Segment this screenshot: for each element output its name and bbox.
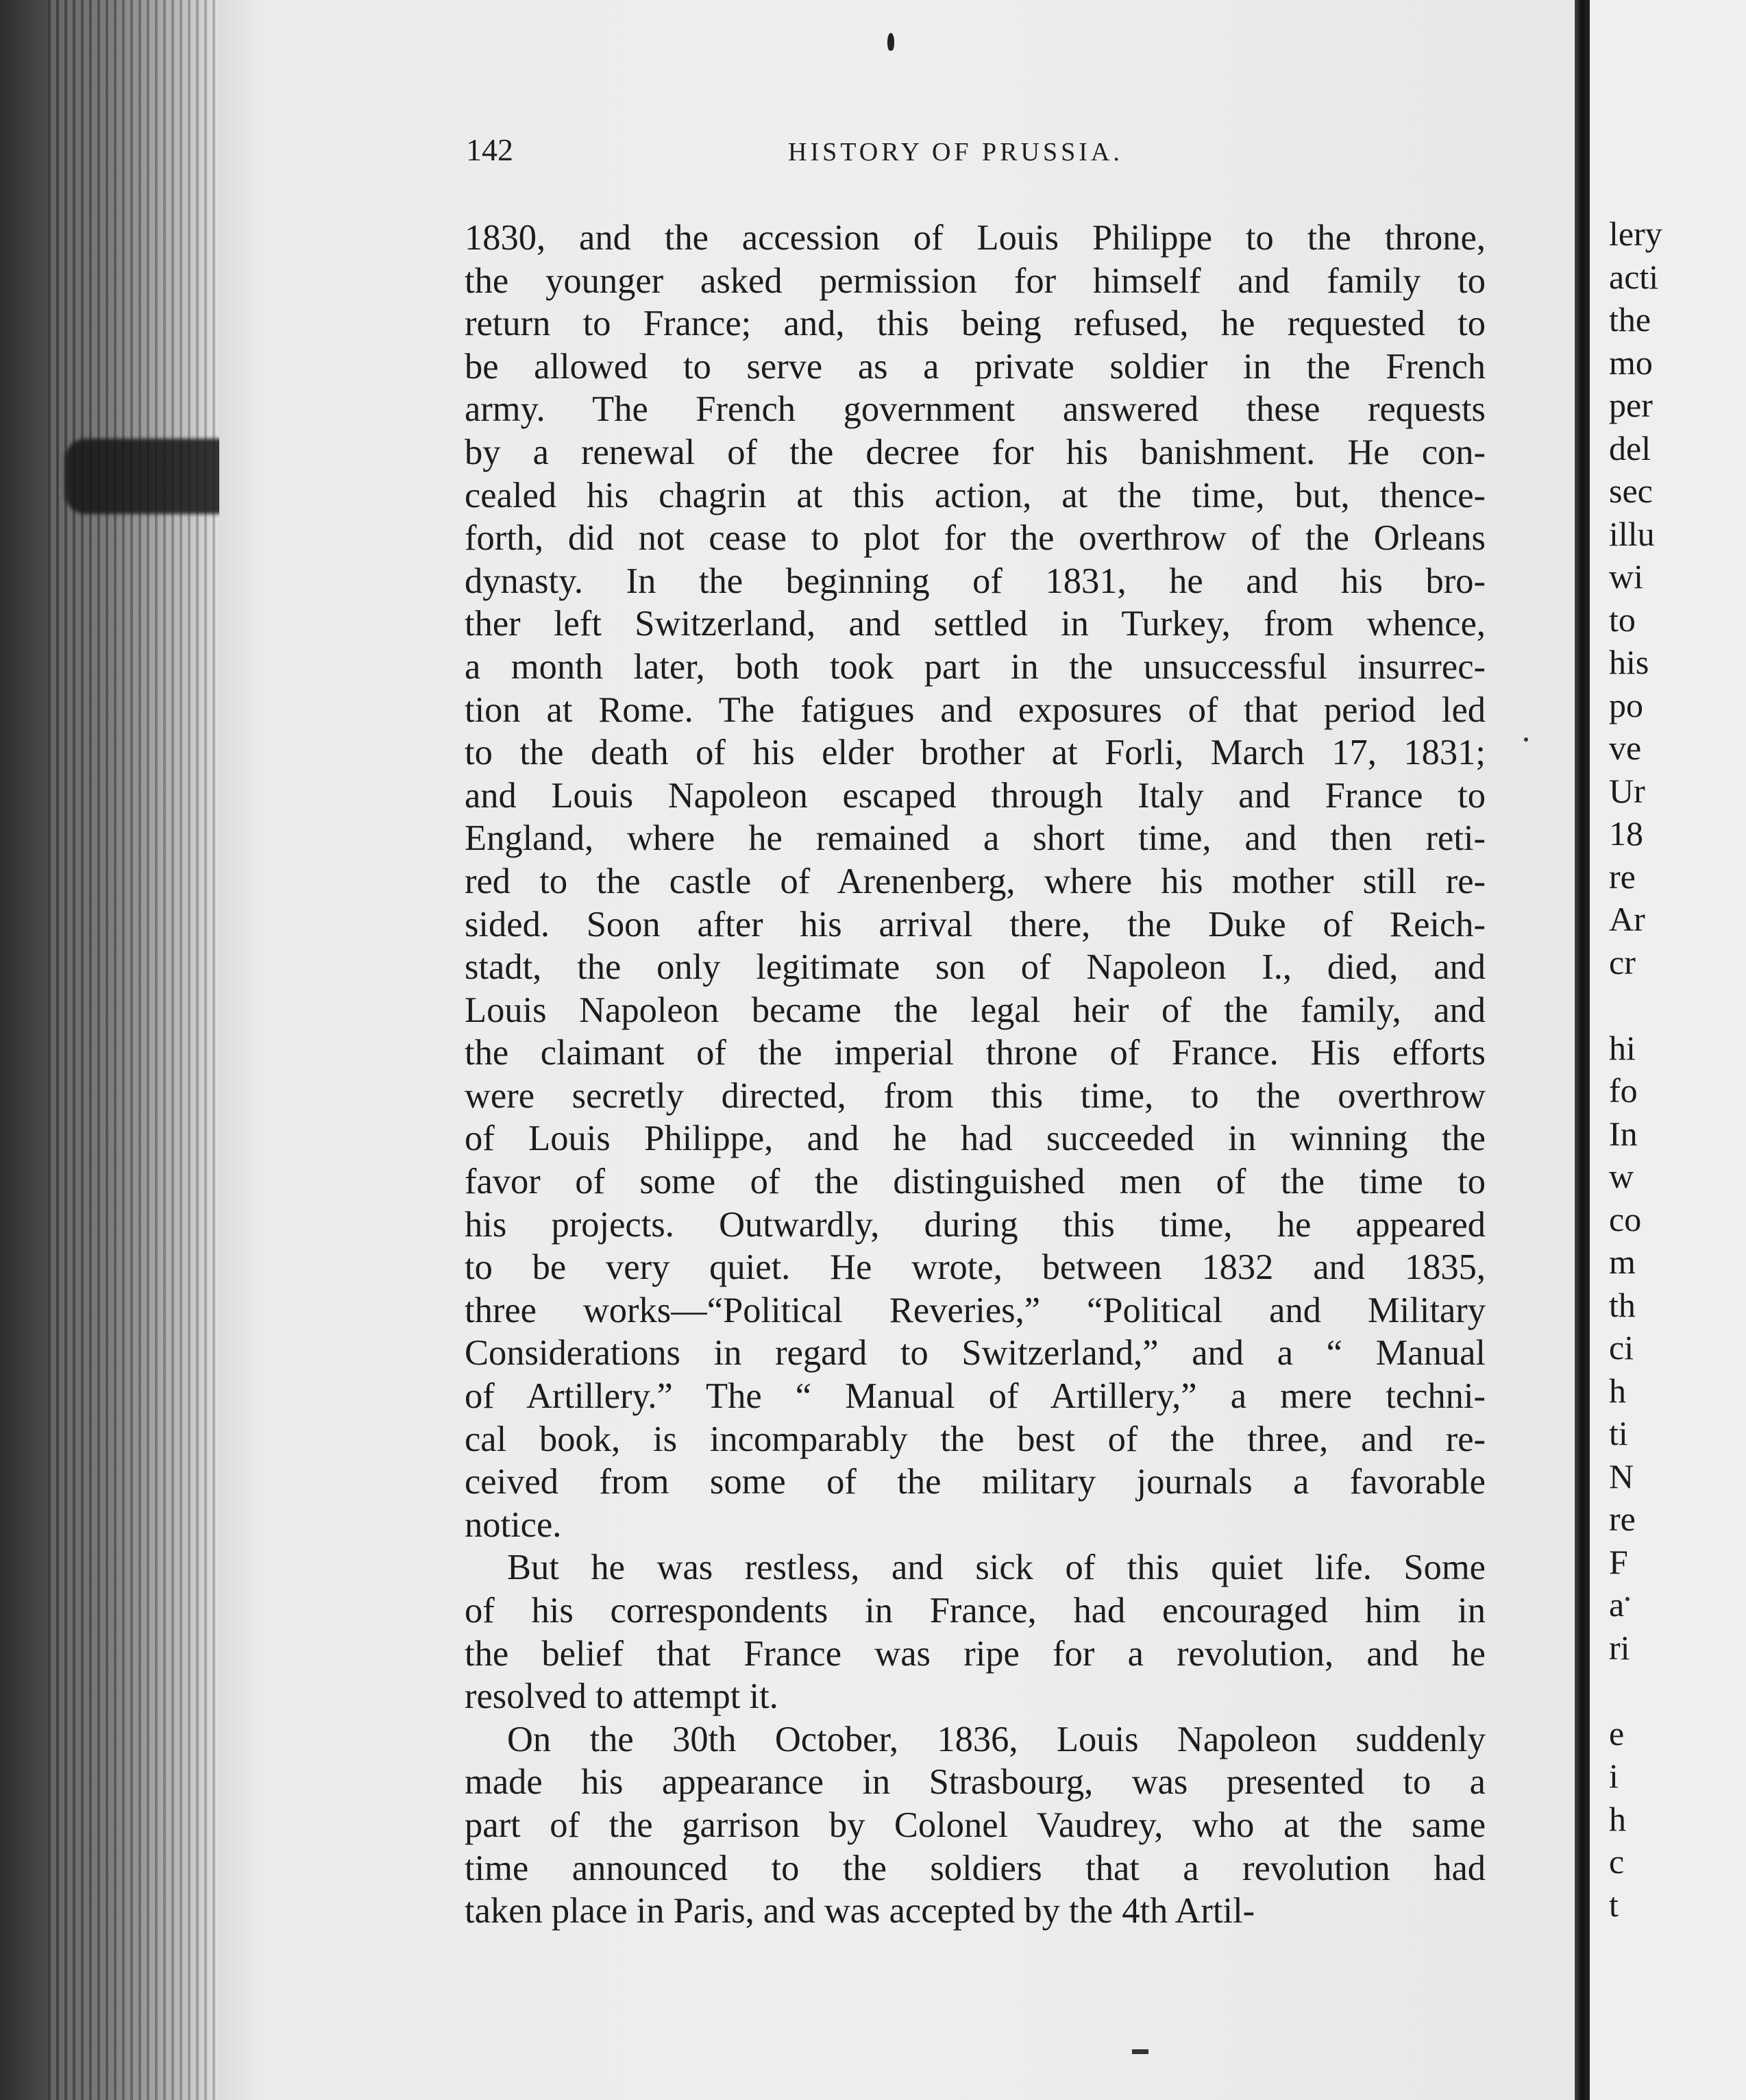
facing-page-fragment: N	[1609, 1456, 1634, 1495]
facing-page-fragment: sec	[1609, 472, 1653, 510]
text-line: return to France; and, this being refused, he requested to	[465, 304, 1486, 344]
facing-page-fragment: re	[1609, 857, 1636, 896]
facing-page-fragment: m	[1609, 1243, 1636, 1281]
book-gutter	[1575, 0, 1590, 2100]
text-line: stadt, the only legitimate son of Napoleon I., died, and	[465, 947, 1486, 988]
facing-page-fragment: po	[1609, 685, 1643, 724]
facing-page-text	[1609, 212, 1662, 1926]
text-line: forth, did not cease to plot for the overthrow of the Orleans	[465, 518, 1486, 559]
text-line: favor of some of the distinguished men of the time to	[465, 1162, 1486, 1202]
facing-page-fragment: the	[1609, 300, 1651, 339]
facing-page-fragment: ri	[1609, 1628, 1630, 1667]
text-line: sided. Soon after his arrival there, the Duke of Reich-	[465, 904, 1486, 944]
speck	[1625, 1597, 1630, 1601]
text-line: 1830, and the accession of Louis Philippe to the throne,	[465, 218, 1486, 258]
text-line: notice.	[465, 1504, 562, 1545]
facing-page-fragment: del	[1609, 428, 1651, 467]
facing-page-fragment	[1609, 984, 1662, 1027]
facing-page-fragment: wi	[1609, 557, 1643, 596]
facing-page-fragment: ve	[1609, 729, 1642, 767]
facing-page-fragment: h	[1609, 1371, 1626, 1410]
book-fore-edge	[48, 0, 247, 2100]
text-line: a month later, both took part in the unsuccessful insurrec-	[465, 646, 1486, 687]
facing-page-fragment: lery	[1609, 215, 1662, 253]
text-line: time announced to the soldiers that a revolution had	[465, 1848, 1486, 1888]
facing-page-fragment: cr	[1609, 942, 1636, 981]
text-line: cealed his chagrin at this action, at the time, but, thence-	[465, 475, 1486, 515]
page-number: 142	[466, 132, 513, 167]
edge-stain	[65, 439, 243, 514]
facing-page-fragment: 18	[1609, 814, 1643, 853]
body-text	[465, 217, 1486, 1933]
text-line: tion at Rome. The fatigues and exposures of that period led	[465, 689, 1486, 730]
text-line: by a renewal of the decree for his banishment. He con-	[465, 432, 1486, 472]
paragraph-2	[465, 1546, 1486, 1718]
text-line: made his appearance in Strasbourg, was presented to a	[465, 1762, 1486, 1803]
text-line: were secretly directed, from this time, to the overthrow	[465, 1075, 1486, 1116]
text-line: to the death of his elder brother at Forli, March 17, 1831;	[465, 733, 1486, 773]
text-line: Louis Napoleon became the legal heir of the family, and	[465, 990, 1486, 1030]
facing-page-fragment: c	[1609, 1842, 1625, 1881]
facing-page-fragment: e	[1609, 1713, 1625, 1753]
text-line: part of the garrison by Colonel Vaudrey, who at the same	[465, 1805, 1486, 1845]
text-line: be allowed to serve as a private soldier in the French	[465, 346, 1486, 387]
text-line: ceived from some of the military journals a favorable	[465, 1462, 1486, 1502]
text-line: resolved to attempt it.	[465, 1676, 778, 1717]
paragraph-1	[465, 217, 1486, 1546]
facing-page-fragment: fo	[1609, 1071, 1638, 1110]
facing-page-fragment: per	[1609, 386, 1653, 424]
facing-page-fragment: th	[1609, 1285, 1636, 1324]
text-line: But he was restless, and sick of this quiet life. Some	[507, 1548, 1486, 1588]
text-line: taken place in Paris, and was accepted by the 4th Artil-	[465, 1891, 1255, 1931]
text-line: cal book, is incomparably the best of the three, and re-	[465, 1419, 1486, 1459]
ink-mark	[1132, 2049, 1148, 2054]
speck	[1524, 737, 1528, 742]
facing-page-fragment: illu	[1609, 514, 1655, 553]
text-line: ther left Switzerland, and settled in Turkey, from whence,	[465, 604, 1486, 644]
facing-page-fragment: h	[1609, 1799, 1626, 1838]
running-title: HISTORY OF PRUSSIA.	[788, 138, 1123, 167]
facing-page-fragment: ci	[1609, 1328, 1634, 1367]
text-line: On the 30th October, 1836, Louis Napoleon suddenly	[507, 1719, 1486, 1759]
facing-page-fragment: acti	[1609, 257, 1659, 296]
facing-page-fragment: his	[1609, 643, 1649, 681]
text-line: the younger asked permission for himself and family to	[465, 260, 1486, 301]
text-line: army. The French government answered these requests	[465, 389, 1486, 430]
facing-page-fragment: hi	[1609, 1028, 1636, 1067]
text-line: dynasty. In the beginning of 1831, he and his bro-	[465, 561, 1486, 601]
text-line: the belief that France was ripe for a revolution, and he	[465, 1633, 1486, 1674]
text-line: of Artillery.” The “ Manual of Artillery,” a mere techni-	[465, 1376, 1486, 1417]
facing-page-fragment: t	[1609, 1885, 1619, 1924]
facing-page-fragment: re	[1609, 1500, 1636, 1538]
facing-page-fragment: In	[1609, 1114, 1638, 1153]
facing-page-fragment	[1609, 1669, 1662, 1712]
facing-page-fragment: to	[1609, 600, 1636, 639]
text-line: to be very quiet. He wrote, between 1832 and 1835,	[465, 1247, 1486, 1288]
facing-page-fragment: Ar	[1609, 900, 1645, 938]
text-line: the claimant of the imperial throne of France. His efforts	[465, 1033, 1486, 1073]
speck	[7, 1494, 12, 1501]
text-line: Considerations in regard to Switzerland,” and a “ Manual	[465, 1333, 1486, 1373]
text-line: his projects. Outwardly, during this time, he appeared	[465, 1204, 1486, 1245]
facing-page-fragment: Ur	[1609, 771, 1645, 810]
facing-page-fragment: F	[1609, 1542, 1628, 1581]
text-line: England, where he remained a short time, and then reti-	[465, 818, 1486, 859]
text-line: of Louis Philippe, and he had succeeded in winning the	[465, 1119, 1486, 1159]
facing-page-fragment: ti	[1609, 1414, 1628, 1452]
facing-page-fragment: i	[1609, 1757, 1619, 1795]
facing-page-fragment: co	[1609, 1199, 1642, 1238]
paragraph-3	[465, 1718, 1486, 1933]
facing-page-fragment: w	[1609, 1157, 1634, 1195]
facing-page-fragment: mo	[1609, 343, 1653, 382]
ink-mark	[887, 33, 894, 51]
text-line: red to the castle of Arenenberg, where his mother still re-	[465, 861, 1486, 901]
facing-page-fragment: a	[1609, 1585, 1625, 1624]
text-line: three works—“Political Reveries,” “Political and Military	[465, 1290, 1486, 1330]
text-line: of his correspondents in France, had encouraged him in	[465, 1591, 1486, 1631]
text-line: and Louis Napoleon escaped through Italy and France to	[465, 775, 1486, 816]
